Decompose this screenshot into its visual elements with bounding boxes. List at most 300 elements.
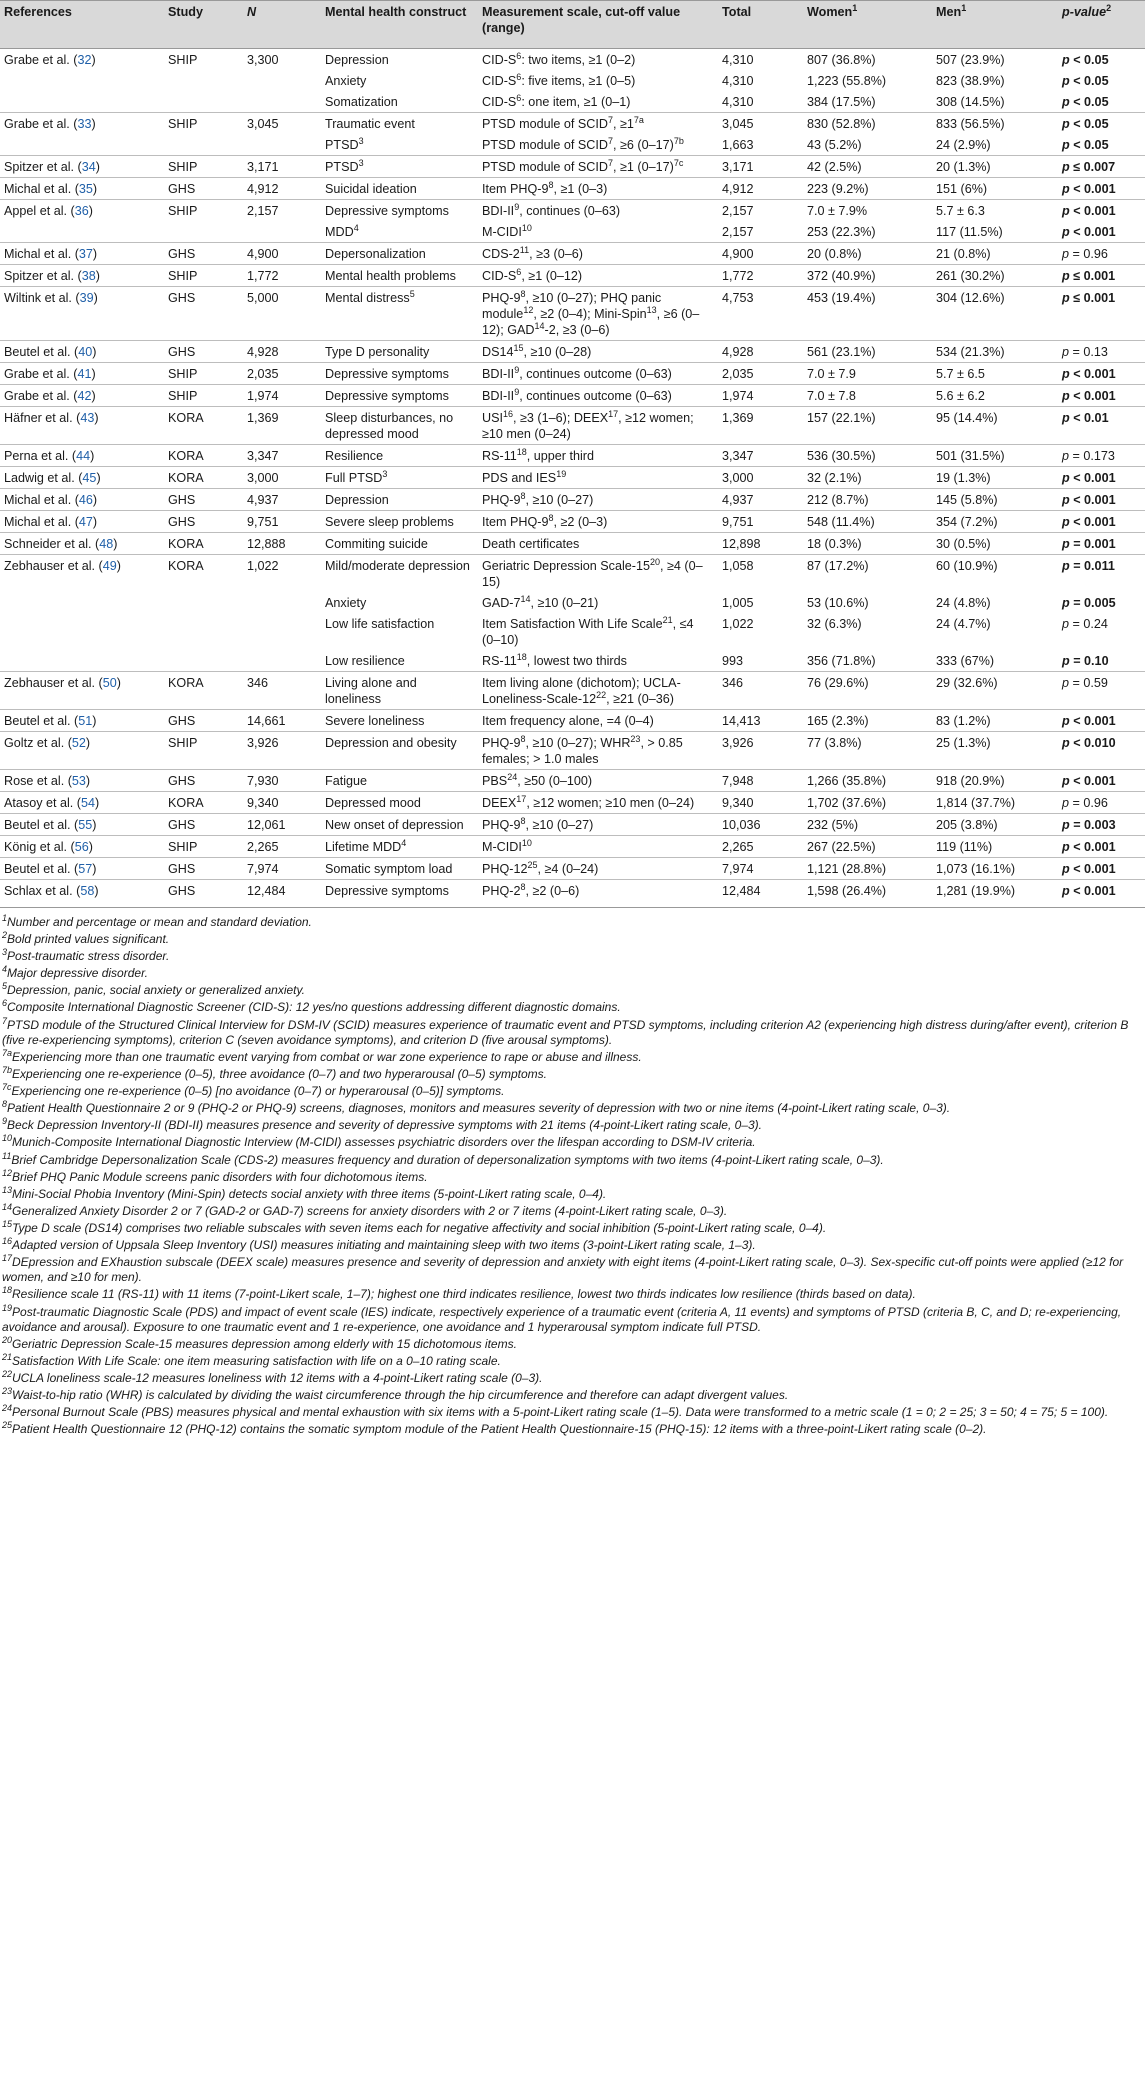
footnote-text: UCLA loneliness scale-12 measures loneliness with 12 items with a 4-point-Likert rating scale (0–3). — [12, 1371, 543, 1386]
cell-n: 2,035 — [243, 363, 321, 385]
pvalue-rest: = 0.173 — [1069, 449, 1115, 463]
reference-author: Michal et al. — [4, 182, 72, 196]
pvalue-text — [1062, 367, 1116, 381]
footnote — [2, 1184, 1143, 1202]
cell-total: 14,413 — [718, 710, 803, 732]
reference-link[interactable]: 35 — [78, 182, 93, 196]
construct-text: Depressive symptoms — [325, 204, 449, 218]
reference-link[interactable]: 52 — [71, 736, 86, 750]
cell-men: 24 (4.7%) — [936, 617, 991, 631]
header-scale: Measurement scale, cut-off value (range) — [478, 1, 718, 49]
reference-link[interactable]: 58 — [80, 884, 95, 898]
cell-n: 3,926 — [243, 732, 321, 770]
pvalue-p: p — [1062, 345, 1070, 359]
cell-n: 3,171 — [243, 156, 321, 178]
cell-construct — [321, 221, 478, 243]
cell-study — [164, 613, 243, 650]
cell-pvalue — [1058, 113, 1145, 135]
cell-total: 4,310 — [718, 49, 803, 71]
cell-women: 384 (17.5%) — [807, 95, 876, 109]
cell-scale — [478, 489, 718, 511]
cell-reference: Michal et al. (47) — [0, 511, 164, 533]
cell-reference: Grabe et al. (32) — [0, 49, 164, 71]
scale-footnote-mark: 19 — [556, 468, 567, 479]
table-row — [0, 770, 1145, 792]
scale-footnote-mark: 8 — [520, 815, 526, 826]
cell-reference: Appel et al. (36) — [0, 200, 164, 222]
cell-n: 4,900 — [243, 243, 321, 265]
pvalue-p: p — [1062, 596, 1070, 610]
reference-link[interactable]: 54 — [81, 796, 96, 810]
reference-link[interactable]: 33 — [77, 117, 92, 131]
cell-scale — [478, 858, 718, 880]
pvalue-text — [1062, 269, 1115, 283]
pvalue-p: p — [1062, 74, 1070, 88]
reference-author: Goltz et al. — [4, 736, 65, 750]
cell-pvalue — [1058, 178, 1145, 200]
footnote-text: Experiencing one re-experience (0–5) [no avoidance (0–7) or hyperarousal (0–5)] symptoms. — [11, 1084, 505, 1099]
footnote-text: Resilience scale 11 (RS-11) with 11 items (7-point-Likert scale, 1–7); highest one third indicates resilience, lowest two thirds indicates low resilience (thirds based on data). — [12, 1287, 916, 1302]
reference-author: Michal et al. — [4, 247, 72, 261]
cell-men: 5.6 ± 6.2 — [932, 385, 1058, 407]
scale-text: : one item, ≥1 (0–1) — [521, 95, 631, 109]
footnote-mark: 22 — [2, 1369, 13, 1380]
construct-footnote-mark: 3 — [358, 157, 364, 168]
pvalue-p: p — [1062, 160, 1070, 174]
scale-footnote-mark: 22 — [596, 689, 607, 700]
scale-text: BDI-II — [482, 204, 515, 218]
scale-text: Item PHQ-9 — [482, 515, 549, 529]
cell-men: 21 (0.8%) — [932, 243, 1058, 265]
footnote-mark: 17 — [2, 1253, 13, 1264]
cell-n: 346 — [243, 672, 321, 710]
scale-text: , ≥1 (0–12) — [521, 269, 583, 283]
reference-link[interactable]: 32 — [77, 53, 92, 67]
footnote-text: Type D scale (DS14) comprises two reliable subscales with seven items each for negative affectivity and social inhibition (5-point-Likert rating scale, 0–4). — [12, 1220, 827, 1235]
footnote — [2, 1334, 1143, 1352]
pvalue-text — [1062, 225, 1116, 239]
cell-study: GHS — [164, 243, 243, 265]
table-row — [0, 489, 1145, 511]
scale-text: PHQ-9 — [482, 493, 521, 507]
cell-total: 3,926 — [718, 732, 803, 770]
construct-text: Lifetime MDD — [325, 840, 402, 854]
cell-n: 3,045 — [243, 113, 321, 135]
pvalue-rest: < 0.05 — [1069, 117, 1109, 131]
footnote-text: PTSD module of the Structured Clinical Interview for DSM-IV (SCID) measures experience of traumatic event and PTSD symptoms, including criterion A2 (experiencing high distress during/after event), criterion B (five re-experiencing symptoms), criterion C (seven avoidance symptoms), and criterion D (five arousal symptoms). — [2, 1017, 1129, 1047]
construct-text: Mental distress — [325, 291, 410, 305]
table-row — [0, 511, 1145, 533]
table-row — [0, 613, 1145, 650]
table-row — [0, 221, 1145, 243]
construct-text: Type D personality — [325, 345, 430, 359]
cell-n — [243, 221, 321, 243]
scale-text: , ≥12 women; ≥10 men (0–24) — [526, 796, 695, 810]
construct-text: Depression and obesity — [325, 736, 457, 750]
cell-construct — [321, 156, 478, 178]
reference-link[interactable]: 42 — [77, 389, 92, 403]
reference-link[interactable]: 34 — [81, 160, 96, 174]
reference-link[interactable]: 45 — [82, 471, 97, 485]
cell-scale — [478, 287, 718, 341]
cell-men: 304 (12.6%) — [932, 287, 1058, 341]
cell-total: 3,045 — [718, 113, 803, 135]
pvalue-p: p — [1062, 774, 1070, 788]
pvalue-text — [1062, 74, 1109, 88]
construct-text: Depressed mood — [325, 796, 421, 810]
construct-text: Somatic symptom load — [325, 862, 453, 876]
pvalue-p: p — [1062, 471, 1070, 485]
cell-men: 5.7 ± 6.5 — [932, 363, 1058, 385]
construct-footnote-mark: 3 — [358, 135, 364, 146]
cell-n: 4,912 — [243, 178, 321, 200]
reference-author: Perna et al. — [4, 449, 69, 463]
pvalue-text — [1062, 676, 1108, 690]
pvalue-p: p — [1062, 796, 1070, 810]
construct-text: Depressive symptoms — [325, 389, 449, 403]
reference-link[interactable]: 41 — [77, 367, 92, 381]
construct-text: Mild/moderate depression — [325, 559, 470, 573]
cell-pvalue — [1058, 672, 1145, 710]
cell-construct — [321, 672, 478, 710]
cell-construct — [321, 814, 478, 836]
table-row — [0, 407, 1145, 445]
scale-text: CID-S — [482, 53, 517, 67]
footnote-mark: 7c — [2, 1082, 12, 1093]
cell-women: 42 (2.5%) — [803, 156, 932, 178]
pvalue-p: p — [1062, 411, 1070, 425]
footnote-text: Personal Burnout Scale (PBS) measures physical and mental exhaustion with six items with a 5-point-Likert rating scale (1–5). Data were transformed to a metric scale (1 = 0; 2 = 25; 3 = 50; 4 = 75; 5 = 100). — [12, 1405, 1109, 1420]
scale-text: RS-11 — [482, 449, 517, 463]
cell-study: GHS — [164, 858, 243, 880]
reference-link[interactable]: 43 — [80, 411, 95, 425]
cell-women: 157 (22.1%) — [803, 407, 932, 445]
cell-women: 372 (40.9%) — [803, 265, 932, 287]
scale-text: Geriatric Depression Scale-15 — [482, 559, 650, 573]
cell-total: 4,310 — [722, 74, 754, 88]
reference-link[interactable]: 49 — [102, 559, 117, 573]
cell-study: GHS — [164, 770, 243, 792]
footnote-mark: 3 — [2, 947, 8, 958]
scale-footnote-mark: 8 — [548, 512, 554, 523]
construct-text: Commiting suicide — [325, 537, 428, 551]
cell-women: 830 (52.8%) — [803, 113, 932, 135]
table-row — [0, 287, 1145, 341]
pvalue-rest: ≤ 0.001 — [1069, 269, 1116, 283]
pvalue-text — [1062, 537, 1116, 551]
pvalue-rest: = 0.003 — [1069, 818, 1116, 832]
cell-men: 507 (23.9%) — [932, 49, 1058, 71]
cell-total: 1,974 — [718, 385, 803, 407]
cell-construct — [321, 243, 478, 265]
reference-author: Spitzer et al. — [4, 269, 74, 283]
scale-text: , ≥12 women; ≥10 men (0–24) — [482, 411, 694, 441]
reference-link[interactable]: 44 — [76, 449, 91, 463]
cell-study: KORA — [164, 445, 243, 467]
cell-total: 4,310 — [722, 95, 754, 109]
header-references: References — [0, 1, 164, 49]
footnote-text: Geriatric Depression Scale-15 measures depression among elderly with 15 dichotomous items. — [12, 1336, 517, 1351]
cell-pvalue — [1058, 710, 1145, 732]
cell-study: GHS — [164, 341, 243, 363]
cell-n: 3,000 — [243, 467, 321, 489]
pvalue-p: p — [1062, 95, 1070, 109]
cell-reference: Ladwig et al. (45) — [0, 467, 164, 489]
footnote-text: Post-traumatic Diagnostic Scale (PDS) and impact of event scale (IES) indicate, respectively experience of a traumatic event (criteria A, 11 events) and symptoms of PTSD (criteria B, C, and D; re-experiencing, avoidance and arousal). Exposure to one traumatic event and 1 re-experience, one avoidance and 1 hyperarousal symptom indicate full PTSD. — [2, 1304, 1122, 1334]
scale-footnote-mark: 8 — [520, 288, 526, 299]
cell-reference — [0, 91, 164, 113]
cell-women: 548 (11.4%) — [803, 511, 932, 533]
footnote — [2, 1422, 1143, 1437]
footnote — [2, 983, 1143, 998]
cell-women: 1,702 (37.6%) — [803, 792, 932, 814]
cell-men: 333 (67%) — [936, 654, 995, 668]
pvalue-rest: ≤ 0.007 — [1069, 160, 1116, 174]
cell-scale — [478, 511, 718, 533]
scale-text: Item PHQ-9 — [482, 182, 549, 196]
scale-text: PTSD module of SCID — [482, 160, 608, 174]
scale-text: , ≥10 (0–27); WHR — [525, 736, 631, 750]
cell-reference: Atasoy et al. (54) — [0, 792, 164, 814]
table-row — [0, 91, 1145, 113]
cell-pvalue — [1058, 200, 1145, 222]
pvalue-text — [1062, 389, 1116, 403]
pvalue-rest: < 0.001 — [1069, 493, 1116, 507]
pvalue-text — [1062, 818, 1116, 832]
cell-pvalue — [1058, 91, 1145, 113]
construct-text: Depersonalization — [325, 247, 426, 261]
cell-reference — [0, 650, 164, 672]
table-row — [0, 363, 1145, 385]
cell-total: 1,663 — [722, 138, 754, 152]
cell-study: SHIP — [164, 113, 243, 135]
cell-construct — [321, 467, 478, 489]
scale-text: : five items, ≥1 (0–5) — [521, 74, 636, 88]
reference-link[interactable]: 46 — [78, 493, 93, 507]
footnote-text: Munich-Composite International Diagnostic Interview (M-CIDI) assesses psychiatric disorders over the lifespan according to DSM-IV criteria. — [12, 1135, 756, 1150]
cell-pvalue — [1058, 511, 1145, 533]
cell-pvalue — [1058, 836, 1145, 858]
pvalue-rest: = 0.24 — [1069, 617, 1108, 631]
cell-reference: Spitzer et al. (34) — [0, 156, 164, 178]
cell-women: 453 (19.4%) — [803, 287, 932, 341]
reference-link[interactable]: 36 — [74, 204, 89, 218]
cell-construct — [321, 200, 478, 222]
reference-link[interactable]: 39 — [79, 291, 94, 305]
reference-author: Grabe et al. — [4, 117, 70, 131]
cell-pvalue — [1058, 814, 1145, 836]
reference-link[interactable]: 53 — [71, 774, 86, 788]
cell-pvalue — [1058, 555, 1145, 593]
reference-author: König et al. — [4, 840, 68, 854]
pvalue-p: p — [1062, 493, 1070, 507]
table-row — [0, 467, 1145, 489]
cell-reference: Beutel et al. (51) — [0, 710, 164, 732]
construct-text: Anxiety — [325, 596, 367, 610]
cell-n — [243, 70, 321, 91]
scale-text: , lowest two thirds — [526, 654, 627, 668]
cell-study — [164, 650, 243, 672]
construct-footnote-mark: 5 — [409, 288, 415, 299]
cell-men: 918 (20.9%) — [932, 770, 1058, 792]
table-row — [0, 113, 1145, 135]
footnote — [2, 1255, 1143, 1286]
footnote — [2, 966, 1143, 981]
pvalue-text — [1062, 471, 1116, 485]
pvalue-p: p — [1062, 389, 1070, 403]
cell-study — [164, 592, 243, 613]
cell-reference: Grabe et al. (42) — [0, 385, 164, 407]
scale-text: , ≥3 (0–6) — [529, 247, 583, 261]
pvalue-rest: = 0.001 — [1069, 537, 1116, 551]
cell-total: 4,900 — [718, 243, 803, 265]
cell-n: 1,974 — [243, 385, 321, 407]
cell-construct — [321, 91, 478, 113]
footnote-mark: 25 — [2, 1420, 13, 1431]
scale-text: CID-S — [482, 269, 517, 283]
cell-n: 4,937 — [243, 489, 321, 511]
cell-women: 18 (0.3%) — [803, 533, 932, 555]
scale-footnote-mark: 8 — [548, 179, 554, 190]
pvalue-rest: < 0.001 — [1069, 367, 1116, 381]
footnote-mark: 2 — [2, 930, 8, 941]
construct-text: PTSD — [325, 160, 359, 174]
footnote-text: Waist-to-hip ratio (WHR) is calculated by dividing the waist circumference through the hip circumference and therefore can adapt divergent values. — [12, 1388, 789, 1403]
footnote-mark: 13 — [2, 1184, 13, 1195]
table-row — [0, 445, 1145, 467]
scale-text: M-CIDI — [482, 840, 522, 854]
reference-link[interactable]: 40 — [78, 345, 93, 359]
footnote — [2, 915, 1143, 930]
reference-link[interactable]: 50 — [102, 676, 117, 690]
cell-women: 223 (9.2%) — [803, 178, 932, 200]
cell-study: SHIP — [164, 200, 243, 222]
reference-author: Grabe et al. — [4, 53, 70, 67]
cell-reference: Perna et al. (44) — [0, 445, 164, 467]
scale-text: , ≥10 (0–27); PHQ panic module — [482, 291, 662, 321]
cell-total: 4,937 — [718, 489, 803, 511]
pvalue-text — [1062, 617, 1108, 631]
table-row — [0, 836, 1145, 858]
footnote-text: Beck Depression Inventory-II (BDI-II) measures presence and severity of depressive symptoms with 21 items (4-point-Likert rating scale, 0–3). — [7, 1118, 762, 1133]
cell-women: 267 (22.5%) — [803, 836, 932, 858]
scale-text: CID-S — [482, 95, 517, 109]
cell-n: 14,661 — [243, 710, 321, 732]
cell-total: 9,751 — [718, 511, 803, 533]
cell-n: 1,772 — [243, 265, 321, 287]
cell-total: 1,772 — [718, 265, 803, 287]
footnote-mark: 4 — [2, 964, 8, 975]
reference-link[interactable]: 48 — [99, 537, 114, 551]
pvalue-p: p — [1062, 736, 1070, 750]
table-row — [0, 385, 1145, 407]
reference-link[interactable]: 55 — [78, 818, 93, 832]
cell-construct — [321, 178, 478, 200]
cell-pvalue — [1058, 221, 1145, 243]
footnote-text: Patient Health Questionnaire 2 or 9 (PHQ-2 or PHQ-9) screens, diagnoses, monitors and measures severity of depression with two or nine items (4-point-Likert rating scale, 0–3). — [7, 1101, 951, 1116]
reference-link[interactable]: 57 — [78, 862, 93, 876]
cell-total: 4,912 — [718, 178, 803, 200]
cell-total: 12,898 — [718, 533, 803, 555]
scale-text: PHQ-9 — [482, 736, 521, 750]
pvalue-rest: < 0.05 — [1069, 53, 1109, 67]
cell-n: 12,888 — [243, 533, 321, 555]
reference-link[interactable]: 37 — [78, 247, 93, 261]
scale-footnote-mark: 6 — [516, 71, 522, 82]
footnote-mark: 9 — [2, 1116, 8, 1127]
pvalue-text — [1062, 796, 1108, 810]
cell-pvalue — [1058, 287, 1145, 341]
scale-text: , ≥10 (0–27) — [525, 818, 594, 832]
pvalue-text — [1062, 654, 1109, 668]
cell-reference: Schlax et al. (58) — [0, 880, 164, 908]
scale-footnote-mark: 7c — [673, 157, 684, 168]
reference-author: Häfner et al. — [4, 411, 73, 425]
footnote-text: Adapted version of Uppsala Sleep Inventory (USI) measures initiating and maintaining sleep with two items (3-point-Likert rating scale, 1–3). — [12, 1237, 756, 1252]
scale-footnote-mark: 11 — [519, 244, 530, 255]
cell-pvalue — [1058, 243, 1145, 265]
cell-men: 24 (4.8%) — [936, 596, 991, 610]
reference-link[interactable]: 38 — [81, 269, 96, 283]
table-row — [0, 858, 1145, 880]
cell-women: 20 (0.8%) — [803, 243, 932, 265]
cell-pvalue — [1058, 770, 1145, 792]
table-row — [0, 49, 1145, 71]
footnote — [2, 1302, 1143, 1336]
cell-n: 2,157 — [243, 200, 321, 222]
cell-study: SHIP — [164, 49, 243, 71]
cell-construct — [321, 880, 478, 908]
table-row — [0, 880, 1145, 908]
cell-scale — [478, 710, 718, 732]
table-row — [0, 555, 1145, 593]
scale-text: RS-11 — [482, 654, 517, 668]
cell-men: 501 (31.5%) — [932, 445, 1058, 467]
construct-text: Somatization — [325, 95, 398, 109]
cell-reference: Grabe et al. (33) — [0, 113, 164, 135]
reference-link[interactable]: 51 — [78, 714, 93, 728]
cell-construct — [321, 113, 478, 135]
pvalue-text — [1062, 291, 1115, 305]
cell-pvalue — [1058, 445, 1145, 467]
cell-pvalue — [1058, 265, 1145, 287]
scale-text: , ≥2 (0–6) — [525, 884, 580, 898]
pvalue-p: p — [1062, 537, 1070, 551]
pvalue-rest: = 0.59 — [1069, 676, 1108, 690]
cell-scale — [478, 91, 718, 113]
scale-text: , ≥2 (0–4); Mini-Spin — [533, 307, 647, 321]
construct-text: Depression — [325, 493, 389, 507]
footnote-mark: 21 — [2, 1352, 13, 1363]
cell-study: KORA — [164, 792, 243, 814]
scale-footnote-mark: 14 — [534, 320, 545, 331]
footnote-mark: 1 — [2, 913, 8, 923]
cell-total: 4,928 — [718, 341, 803, 363]
cell-women: 32 (2.1%) — [803, 467, 932, 489]
pvalue-text — [1062, 862, 1116, 876]
footnote-mark: 14 — [2, 1201, 13, 1212]
construct-text: Severe loneliness — [325, 714, 425, 728]
reference-author: Appel et al. — [4, 204, 68, 218]
scale-footnote-mark: 9 — [514, 201, 520, 212]
reference-link[interactable]: 47 — [78, 515, 93, 529]
scale-footnote-mark: 6 — [516, 266, 522, 277]
reference-link[interactable]: 56 — [74, 840, 89, 854]
cell-reference — [0, 613, 164, 650]
header-women: Women$^1$ — [803, 1, 932, 49]
cell-construct — [321, 555, 478, 593]
cell-men: 833 (56.5%) — [932, 113, 1058, 135]
